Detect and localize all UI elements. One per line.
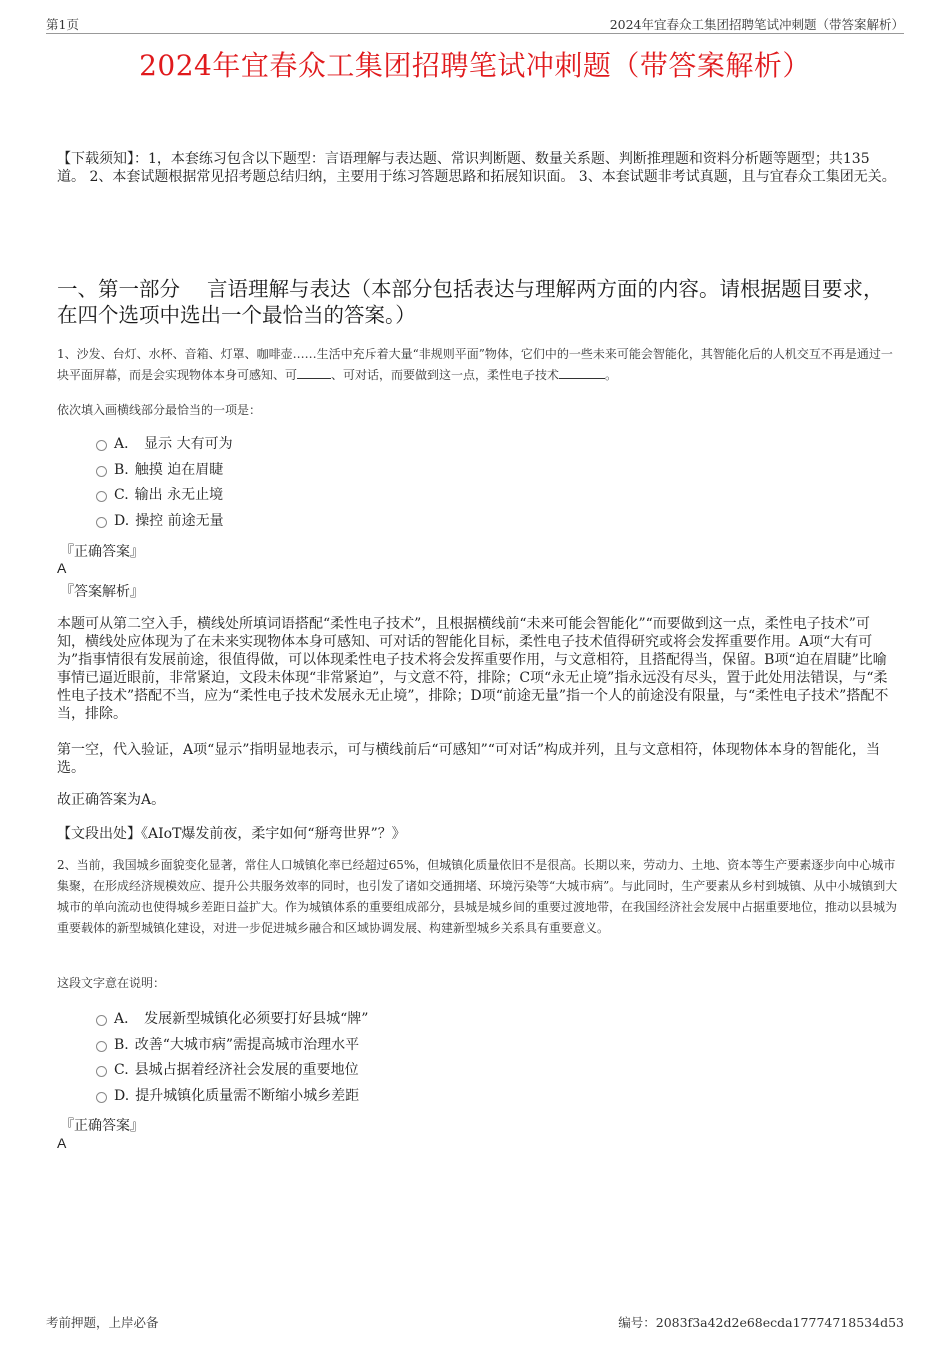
- header-doc-title: 2024年宜春众工集团招聘笔试冲刺题（带答案解析）: [609, 17, 904, 32]
- option-b[interactable]: B. 改善“大城市病”需提高城市治理水平: [96, 1033, 368, 1059]
- option-d[interactable]: D. 操控 前途无量: [96, 509, 233, 535]
- page-header: [46, 14, 904, 34]
- question-1-instruction: 依次填入画横线部分最恰当的一项是：: [57, 403, 262, 417]
- analysis-label: 『答案解析』: [60, 584, 144, 600]
- option-b[interactable]: B. 触摸 迫在眉睫: [96, 458, 233, 484]
- question-2-stem: 2、当前，我国城乡面貌变化显著，常住人口城镇化率已经超过65%，但城镇化质量依旧不是很高。长期以来，劳动力、土地、资本等生产要素逐步向中心城市集聚，在形成经济规模效应、提升公共服务效率的同时，也引发了诸如交通拥堵、环境污染等“大城市病”。与此同时，生产要素从乡村到城镇、从中小城镇到大城市的单向流动也使得城乡差距日益扩大。作为城镇体系的重要组成部分，县城是城乡间的重要过渡地带，在我国经济社会发展中占据重要地位，推动以县城为重要载体的新型城镇化建设，对进一步促进城乡融合和区域协调发展、构建新型城乡关系具有重要意义。: [57, 858, 898, 935]
- question-1-stem: 1、沙发、台灯、水杯、音箱、灯罩、咖啡壶……生活中充斥着大量“非规则平面”物体，它们中的一些未来可能会智能化，其智能化后的人机交互不再是通过一块平面屏幕，而是会实现物体本身可感知、可 、可对话，而要做到这一点，柔性电子技术 。: [57, 347, 893, 382]
- radio-icon[interactable]: [96, 1092, 107, 1103]
- radio-icon[interactable]: [96, 1066, 107, 1077]
- question-1-options: [96, 432, 233, 534]
- analysis-paragraph-2: 第一空，代入验证，A项“显示”指明显地表示，可与横线前后“可感知”“可对话”构成并列，且与文意相符，体现物体本身的智能化，当选。: [57, 742, 881, 776]
- section-heading: 一、第一部分 言语理解与表达（本部分包括表达与理解两方面的内容。请根据题目要求，在四个选项中选出一个最恰当的答案。）: [57, 277, 884, 327]
- option-a[interactable]: A． 显示 大有可为: [96, 432, 233, 458]
- analysis-paragraph-3: 故正确答案为A。: [57, 792, 166, 808]
- option-c[interactable]: C. 输出 永无止境: [96, 483, 233, 509]
- radio-icon[interactable]: [96, 466, 107, 477]
- page-number: 第1页: [46, 17, 79, 32]
- question-2-instruction: 这段文字意在说明：: [57, 976, 166, 990]
- radio-icon[interactable]: [96, 440, 107, 451]
- radio-icon[interactable]: [96, 517, 107, 528]
- radio-icon[interactable]: [96, 1041, 107, 1052]
- radio-icon[interactable]: [96, 1015, 107, 1026]
- document-code: 编号：2083f3a42d2e68ecda17774718534d53: [618, 1315, 904, 1330]
- option-d[interactable]: D. 提升城镇化质量需不断缩小城乡差距: [96, 1084, 368, 1110]
- answer-label: 『正确答案』: [60, 544, 144, 560]
- question-2-options: [96, 1007, 368, 1109]
- blank-2: [559, 378, 605, 379]
- source-citation: 【文段出处】《AIoT爆发前夜，柔宇如何“掰弯世界”？》: [57, 826, 406, 842]
- answer-label: 『正确答案』: [60, 1118, 144, 1134]
- download-notice: 【下载须知】：1，本套练习包含以下题型：言语理解与表达题、常识判断题、数量关系题、判断推理题和资料分析题等题型；共135道。 2、本套试题根据常见招考题总结归纳，主要用于练习答题思路和拓展知识面。 3、本套试题非考试真题，且与宜春众工集团无关。: [57, 151, 896, 185]
- footer-slogan: 考前押题，上岸必备: [46, 1315, 159, 1330]
- option-a[interactable]: A． 发展新型城镇化必须要打好县城“牌”: [96, 1007, 368, 1033]
- analysis-paragraph-1: 本题可从第二空入手，横线处所填词语搭配“柔性电子技术”，且根据横线前“未来可能会智能化”“而要做到这一点，柔性电子技术”可知，横线处应体现为了在未来实现物体本身可感知、可对话的智能化目标，柔性电子技术值得研究或将会发挥重要作用。A项“大有可为”指事情很有发展前途，很值得做，可以体现柔性电子技术将会发挥重要作用，与文意相符，且搭配得当，保留。B项“迫在眉睫”比喻事情已逼近眼前，非常紧迫，文段未体现“非常紧迫”，与文意不符，排除；C项“永无止境”指永远没有尽头，置于此处用法错误，与“柔性电子技术”搭配不当，应为“柔性电子技术发展永无止境”，排除；D项“前途无量”指一个人的前途没有限量，与“柔性电子技术”搭配不当，排除。: [57, 616, 889, 722]
- option-c[interactable]: C. 县城占据着经济社会发展的重要地位: [96, 1058, 368, 1084]
- answer-value: A: [57, 1135, 67, 1151]
- radio-icon[interactable]: [96, 491, 107, 502]
- answer-value: A: [57, 560, 67, 576]
- document-title: 2024年宜春众工集团招聘笔试冲刺题（带答案解析）: [139, 49, 811, 82]
- blank-1: [297, 378, 331, 379]
